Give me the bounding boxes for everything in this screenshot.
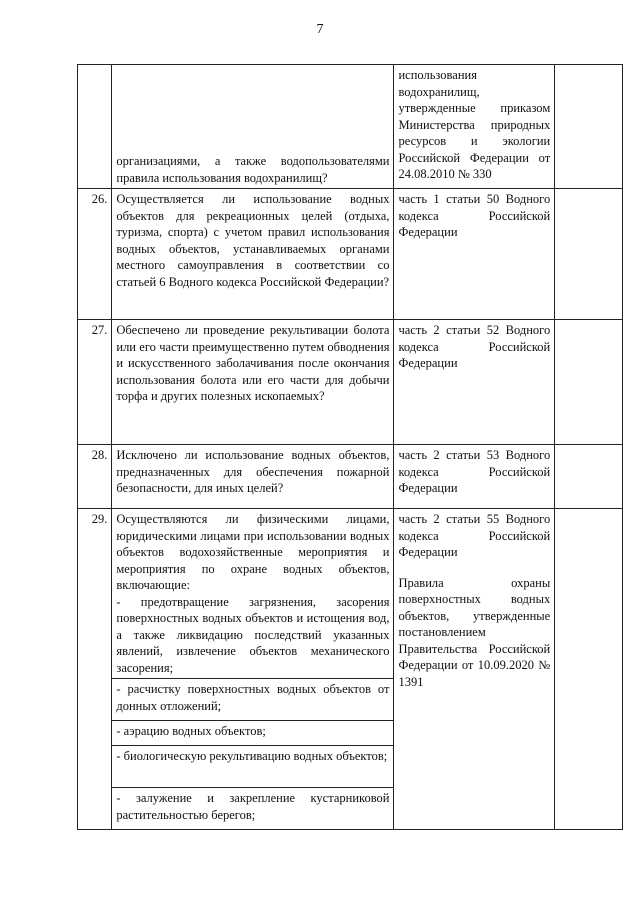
table-row (78, 445, 623, 509)
question-intro: Осуществляются ли физическими лицами, юридическими лицами при использовании водных объектов водохозяйственные мероприятия и мероприятия по охране водных объектов, включающие: (116, 512, 390, 592)
reference-text: Правила охраны поверхностных водных объектов, утвержденные постановлением Правительства Российской Федерации от 10.09.2020 № 1391 (398, 575, 551, 689)
row-number: 27. (78, 320, 112, 445)
question-subitem: - залужение и закрепление кустарниковой растительностью берегов; (112, 788, 394, 830)
table-row (78, 509, 623, 679)
reference-cell (394, 509, 555, 830)
empty-cell (555, 65, 623, 189)
empty-cell (555, 509, 623, 830)
row-number: 26. (78, 189, 112, 320)
reference-cell: часть 2 статьи 52 Водного кодекса Российской Федерации (394, 320, 555, 445)
question-cell: Осуществляется ли использование водных объектов для рекреационных целей (отдыха, туризма, спорта) с учетом правил использования водных объектов, устанавливаемых органами местного самоуправления в соответствии со статьей 6 Водного кодекса Российской Федерации? (112, 189, 394, 320)
row-number: 28. (78, 445, 112, 509)
reference-cell: использования водохранилищ, утвержденные приказом Министерства природных ресурсов и экологии Российской Федерации от 24.08.2010 № 330 (394, 65, 555, 189)
reference-cell: часть 1 статьи 50 Водного кодекса Российской Федерации (394, 189, 555, 320)
question-cell: Исключено ли использование водных объектов, предназначенных для обеспечения пожарной безопасности, для иных целей? (112, 445, 394, 509)
question-subitem: - аэрацию водных объектов; (112, 721, 394, 746)
empty-cell (555, 445, 623, 509)
page-number: 7 (316, 22, 324, 37)
checklist-table (77, 64, 623, 830)
question-cell: Обеспечено ли проведение рекультивации болота или его части преимущественно путем обводнения и искусственного заболачивания после окончания использования болота или его части для добычи торфа и других полезных ископаемых? (112, 320, 394, 445)
table-row (78, 320, 623, 445)
question-cell (112, 509, 394, 679)
empty-cell (555, 320, 623, 445)
reference-cell: часть 2 статьи 53 Водного кодекса Российской Федерации (394, 445, 555, 509)
row-number: 29. (78, 509, 112, 830)
question-item: - предотвращение загрязнения, засорения поверхностных водных объектов и истощения вод, а также ликвидацию последствий указанных явлений, извлечение объектов механического засорения; (116, 594, 390, 675)
row-number-cell (78, 65, 112, 189)
table-row (78, 65, 623, 189)
reference-text: часть 2 статьи 55 Водного кодекса Российской Федерации (398, 512, 551, 559)
table-row (78, 189, 623, 320)
question-subitem: - расчистку поверхностных водных объектов от донных отложений; (112, 679, 394, 721)
question-subitem: - биологическую рекультивацию водных объектов; (112, 746, 394, 788)
question-cell: организациями, а также водопользователями правила использования водохранилищ? (112, 65, 394, 189)
empty-cell (555, 189, 623, 320)
